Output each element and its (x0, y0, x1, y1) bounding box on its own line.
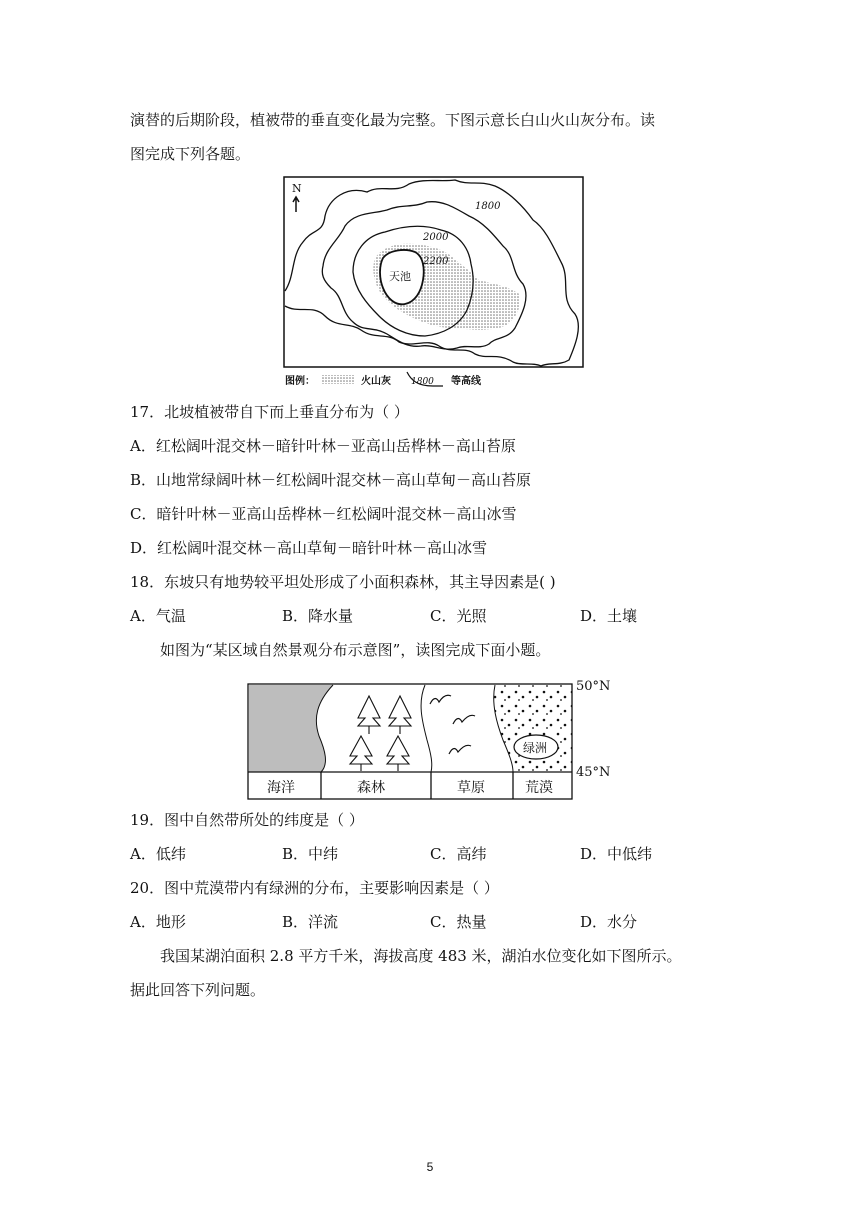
legend-contour-label: 等高线 (451, 376, 481, 387)
q17-stem: 17．北坡植被带自下而上垂直分布为（ ） (130, 403, 409, 421)
contour-label-2200: 2200 (423, 256, 449, 267)
contour-label-1800: 1800 (475, 201, 501, 212)
q18-option-c: C．光照 (430, 607, 487, 625)
q19-option-a: A．低纬 (130, 845, 186, 863)
oasis-label: 绿洲 (523, 741, 548, 755)
legend-contour-value: 1800 (411, 377, 434, 387)
q17-option-b: B．山地常绿阔叶林－红松阔叶混交林－高山草甸－高山苔原 (130, 471, 532, 489)
lake-label: 天池 (389, 270, 411, 283)
legend-ash-label: 火山灰 (361, 376, 391, 387)
landscape-distribution-map (247, 674, 617, 800)
latitude-top: 50°N (576, 679, 611, 694)
q19-option-d: D．中低纬 (580, 845, 653, 863)
q20-option-c: C．热量 (430, 913, 487, 931)
legend-prefix: 图例： (285, 376, 315, 387)
label-grassland: 草原 (457, 780, 485, 796)
label-desert: 荒漠 (525, 780, 553, 796)
intro-3-line-1: 我国某湖泊面积 2.8 平方千米，海拔高度 483 米，湖泊水位变化如下图所示。 (160, 947, 682, 965)
intro-3-line-2: 据此回答下列问题。 (130, 981, 266, 999)
changbaishan-ash-map (283, 176, 585, 390)
north-label: N (292, 182, 302, 195)
q17-option-c: C．暗针叶林－亚高山岳桦林－红松阔叶混交林－高山冰雪 (130, 505, 517, 523)
contour-label-2000: 2000 (423, 232, 449, 243)
q18-stem: 18．东坡只有地势较平坦处形成了小面积森林，其主导因素是( ) (130, 573, 556, 591)
q20-option-a: A．地形 (130, 913, 186, 931)
intro-line-1: 演替的后期阶段，植被带的垂直变化最为完整。下图示意长白山火山灰分布。读 (130, 111, 656, 129)
intro-line-2: 图完成下列各题。 (130, 145, 251, 163)
q19-option-c: C．高纬 (430, 845, 487, 863)
q20-option-b: B．洋流 (282, 913, 339, 931)
label-forest: 森林 (357, 780, 385, 796)
q18-option-d: D．土壤 (580, 607, 638, 625)
q17-option-d: D．红松阔叶混交林－高山草甸－暗针叶林－高山冰雪 (130, 539, 488, 557)
page-number: 5 (426, 1160, 434, 1174)
intro-2: 如图为“某区域自然景观分布示意图”，读图完成下面小题。 (160, 641, 551, 659)
q19-stem: 19．图中自然带所处的纬度是（ ） (130, 811, 364, 829)
latitude-bottom: 45°N (576, 765, 611, 780)
q19-option-b: B．中纬 (282, 845, 339, 863)
q18-option-a: A．气温 (130, 607, 186, 625)
q18-option-b: B．降水量 (282, 607, 354, 625)
q20-stem: 20．图中荒漠带内有绿洲的分布，主要影响因素是（ ） (130, 879, 499, 897)
q17-option-a: A．红松阔叶混交林－暗针叶林－亚高山岳桦林－高山苔原 (130, 437, 516, 455)
label-ocean: 海洋 (267, 780, 295, 796)
legend-ash-swatch (321, 375, 355, 384)
q20-option-d: D．水分 (580, 913, 638, 931)
